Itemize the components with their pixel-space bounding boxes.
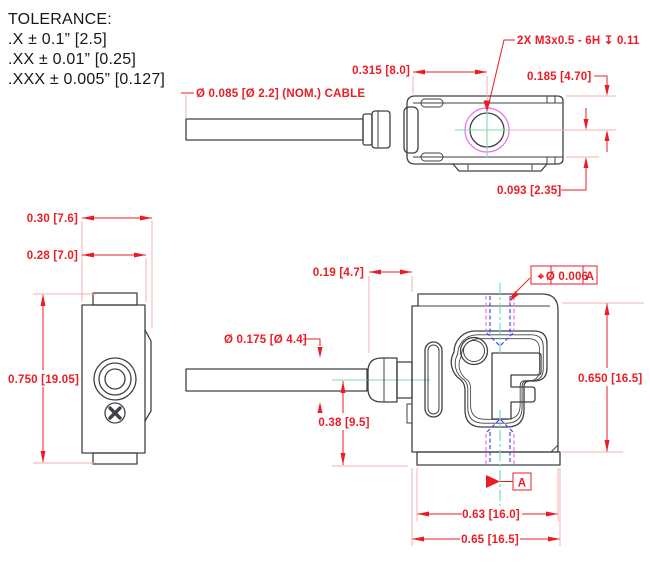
dim-038-label: 0.38 [9.5] — [318, 417, 370, 429]
side-top-tab — [93, 293, 137, 305]
front-view-dimensions — [224, 266, 644, 547]
arrowhead — [605, 85, 610, 96]
front-view — [186, 283, 560, 506]
tolerance-line-2: .XX ± 0.01” [0.25] — [8, 51, 137, 68]
dim-030-label: 0.30 [7.6] — [26, 213, 78, 225]
arrowhead — [584, 119, 589, 130]
side-bottom-tab — [93, 453, 137, 464]
arrowhead — [134, 253, 146, 258]
corner-chamfer — [551, 445, 558, 452]
strain-relief-barrel — [372, 111, 390, 148]
dim-019-label: 0.19 [4.7] — [312, 267, 364, 279]
tolerance-title: TOLERANCE: — [8, 11, 112, 28]
side-tab — [407, 404, 412, 423]
datum-triangle-icon — [486, 475, 500, 488]
dim-0185-label: 0.185 [4.70] — [527, 71, 592, 83]
arrowhead — [140, 216, 152, 221]
thread-leader — [489, 40, 515, 103]
arrowhead — [82, 216, 94, 221]
side-view-dimensions — [6, 213, 152, 463]
bottom-flange — [417, 452, 560, 465]
arrowhead — [605, 130, 610, 141]
dim-0093-label: 0.093 [2.35] — [497, 185, 562, 197]
arrowhead — [548, 537, 560, 542]
logo-dot-outer — [461, 338, 488, 365]
lens-inner — [105, 369, 125, 389]
cable — [186, 119, 363, 140]
arrowhead — [341, 381, 346, 393]
logo-outline-mid — [455, 335, 543, 423]
arrowhead — [484, 101, 491, 113]
datum-flag — [486, 473, 531, 490]
arrowhead — [605, 440, 610, 452]
arrowhead — [584, 157, 589, 168]
lens-outer — [94, 358, 136, 400]
logo-dot-inner — [464, 341, 485, 362]
body-left-cap — [404, 107, 418, 153]
arrowhead — [318, 402, 323, 413]
side-bump — [145, 330, 151, 421]
dim-028-label: 0.28 [7.0] — [26, 250, 78, 262]
logo-outline-inner — [459, 339, 539, 420]
top-view — [186, 96, 563, 171]
dim-0093-leader — [561, 168, 586, 190]
hidden-hole-bottom — [486, 410, 514, 506]
arrowhead — [413, 70, 425, 75]
brand-logo — [451, 331, 547, 427]
arrowhead — [41, 451, 46, 463]
arrowhead — [318, 347, 323, 358]
position-symbol-icon: ⌖ — [537, 271, 545, 283]
strain-relief-ring — [363, 114, 372, 145]
side-view — [82, 293, 151, 464]
arrowhead — [82, 253, 94, 258]
fcf-datum: A — [585, 271, 595, 283]
tolerance-block — [8, 11, 165, 88]
logo-f-glyph — [492, 353, 541, 419]
tolerance-line-1: .X ± 0.1” [2.5] — [8, 31, 107, 48]
bottom-tab — [453, 164, 547, 171]
dim-0185-leader — [594, 76, 607, 85]
lens-mid — [99, 363, 131, 395]
arrowhead — [412, 537, 424, 542]
dim-0315-label: 0.315 [8.0] — [352, 65, 410, 77]
fcf-tolerance: Ø 0.006 — [545, 271, 589, 283]
front-body-outline — [412, 294, 558, 452]
dim-0750-label: 0.750 [19.05] — [8, 374, 80, 386]
arrowhead — [369, 270, 381, 275]
dim-0650-label: 0.650 [16.5] — [578, 373, 643, 385]
arrowhead — [546, 512, 558, 517]
screw-cross-icon — [110, 408, 120, 418]
cable-dim-label: Ø 0.085 [Ø 2.2] (NOM.) CABLE — [196, 88, 366, 100]
datum-label: A — [517, 477, 527, 490]
thread-callout-label: 2X M3x0.5 - 6H ↧ 0.11 — [517, 35, 640, 47]
arrowhead — [341, 453, 346, 465]
arrowhead — [400, 270, 412, 275]
dim-0175-label: Ø 0.175 [Ø 4.4] — [224, 334, 307, 346]
dim-063-label: 0.63 [16.0] — [462, 509, 520, 521]
tolerance-line-3: .XXX ± 0.005” [0.127] — [8, 71, 166, 88]
dim-065-label: 0.65 [16.5] — [461, 534, 519, 546]
arrowhead — [605, 303, 610, 315]
arrowhead — [417, 512, 429, 517]
top-view-dimensions — [181, 35, 640, 197]
arrowhead — [41, 294, 46, 306]
arrowhead — [475, 70, 487, 75]
